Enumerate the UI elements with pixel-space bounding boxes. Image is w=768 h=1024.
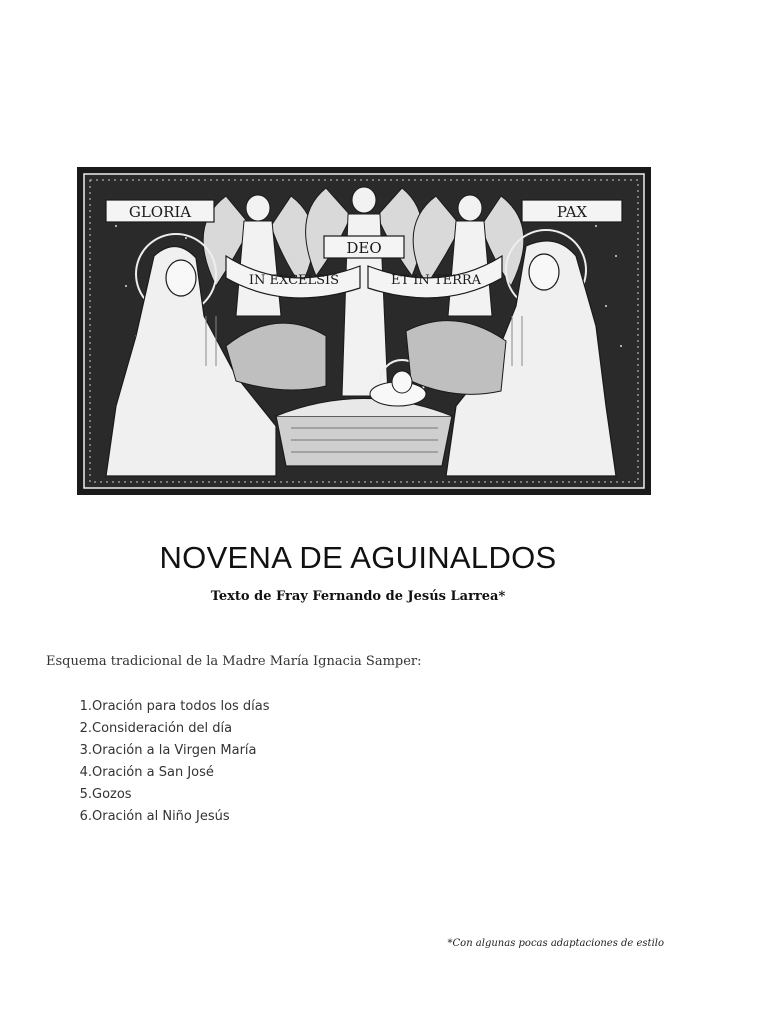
list-item-text: Oración a San José (92, 765, 214, 780)
banner-gloria: GLORIA (128, 203, 192, 221)
nativity-illustration (76, 166, 652, 496)
list-item (62, 718, 270, 740)
list-item-number: 6. (79, 809, 92, 824)
prayer-list (62, 696, 270, 828)
list-item-text: Oración al Niño Jesús (92, 809, 230, 824)
list-item-number: 4. (79, 765, 92, 780)
list-item-text: Oración a la Virgen María (92, 743, 257, 758)
banner-in-excelsis: IN EXCELSIS (248, 273, 340, 288)
list-item-number: 5. (79, 787, 92, 802)
list-item (62, 740, 270, 762)
list-item (62, 806, 270, 828)
document-subtitle: Texto de Fray Fernando de Jesús Larrea* (210, 589, 506, 604)
intro-text: Esquema tradicional de la Madre María Ignacia Samper: (46, 654, 422, 669)
list-item-text: Gozos (92, 787, 132, 802)
list-item-number: 1. (79, 699, 92, 714)
footnote: *Con algunas pocas adaptaciones de estilo (447, 938, 664, 949)
list-item (62, 784, 270, 806)
list-item-text: Oración para todos los días (92, 699, 270, 714)
list-item-text: Consideración del día (92, 721, 233, 736)
list-item (62, 696, 270, 718)
list-item-number: 2. (79, 721, 92, 736)
banner-deo: DEO (346, 239, 382, 257)
banner-pax: PAX (556, 203, 588, 221)
list-item (62, 762, 270, 784)
banner-et-in-terra: ET IN TERRA (390, 273, 482, 288)
document-title: NOVENA DE AGUINALDOS (159, 540, 557, 575)
list-item-number: 3. (79, 743, 92, 758)
